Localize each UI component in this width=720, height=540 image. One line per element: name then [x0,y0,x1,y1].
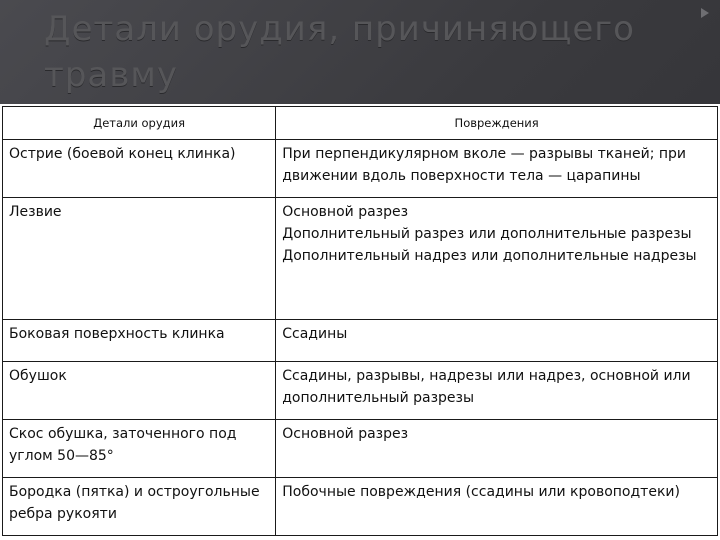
table-row [3,362,718,420]
table-container [0,104,720,540]
slide-title: Детали орудия, причиняющего травму [44,9,635,95]
column-header-damage: Повреждения [276,107,718,140]
table-header-row [3,107,718,140]
table-row [3,478,718,536]
cell-part: Бородка (пятка) и остроугольные ребра рукояти [3,478,276,536]
cell-part: Боковая поверхность клинка [3,320,276,362]
column-header-part: Детали орудия [3,107,276,140]
cell-part: Лезвие [3,198,276,320]
tool-damage-table [2,106,718,536]
cell-damage: Ссадины [276,320,718,362]
damage-line: Дополнительный разрез или дополнительные разрезы [282,226,692,242]
table-row [3,320,718,362]
cell-damage: Ссадины, разрывы, надрезы или надрез, основной или дополнительный разрезы [276,362,718,420]
table-row [3,420,718,478]
damage-line: Основной разрез [282,204,409,220]
cell-part: Скос обушка, заточенного под углом 50—85° [3,420,276,478]
table-row [3,198,718,320]
table-row [3,140,718,198]
cell-damage [276,198,718,320]
cell-damage: При перпендикулярном вколе — разрывы тканей; при движении вдоль поверхности тела — царапины [276,140,718,198]
cell-damage: Побочные повреждения (ссадины или кровоподтеки) [276,478,718,536]
cell-part: Острие (боевой конец клинка) [3,140,276,198]
damage-line: Дополнительный надрез или дополнительные надрезы [282,248,697,264]
cell-damage: Основной разрез [276,420,718,478]
arrow-marker-icon [701,8,709,18]
cell-part: Обушок [3,362,276,420]
